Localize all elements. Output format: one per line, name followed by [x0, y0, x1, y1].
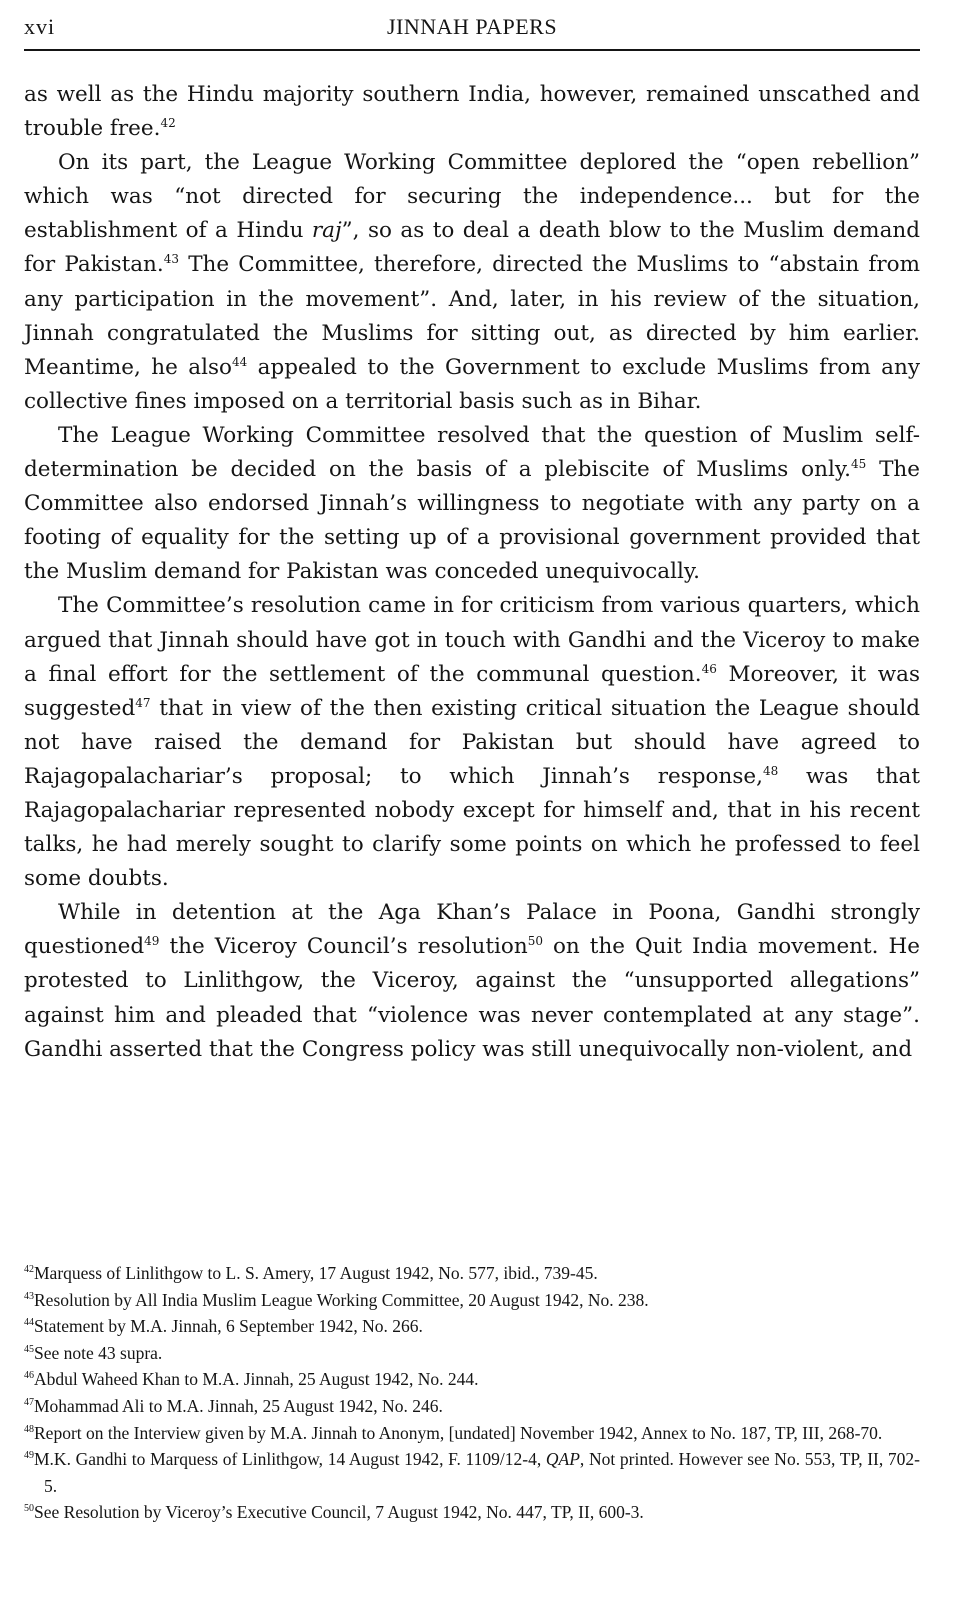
- paragraph-3: [24, 419, 920, 589]
- footnote-text: Abdul Waheed Khan to M.A. Jinnah, 25 August 1942, No. 244.: [34, 1369, 479, 1390]
- page-header: [24, 14, 920, 44]
- footnote-number: 45: [24, 1343, 34, 1355]
- footnote-number: 43: [24, 1290, 34, 1302]
- footnote-text: Mohammad Ali to M.A. Jinnah, 25 August 1942, No. 246.: [34, 1395, 443, 1416]
- footnote-text: , Not printed. However see No. 553, TP, II, 702-5.: [44, 1449, 921, 1496]
- running-title: JINNAH PAPERS: [386, 14, 558, 39]
- footnote-46: [24, 1366, 920, 1393]
- footnotes: [24, 1260, 920, 1526]
- footnote-43: [24, 1287, 920, 1314]
- paragraph-5: [24, 896, 920, 1066]
- footnote-42: [24, 1260, 920, 1287]
- text-run: as well as the Hindu majority southern India, however, remained unscathed and trouble free.: [24, 82, 920, 142]
- footnote-44: [24, 1313, 920, 1340]
- italic-term: raj: [311, 218, 342, 244]
- footnote-ref-49: 49: [144, 934, 160, 949]
- text-run: The Committee’s resolution came in for criticism from various quarters, which argued that Jinnah should have got in touch with Gandhi and the Viceroy to make a final effort for the settlement of the communal question.: [24, 593, 920, 687]
- text-run: The Committee also endorsed Jinnah’s willingness to negotiate with any party on a footing of equality for the setting up of a provisional government provided that the Muslim demand for Pakistan was conceded unequivocally.: [24, 457, 920, 585]
- text-run: was that Rajagopalachariar represented nobody except for himself and, that in his recent talks, he had merely sought to clarify some points on which he professed to feel some doubts.: [24, 763, 921, 892]
- footnote-number: 44: [24, 1317, 34, 1329]
- footnote-50: [24, 1499, 920, 1526]
- text-run: The League Working Committee resolved that the question of Muslim self-determination be decided on the basis of a plebiscite of Muslims only.: [24, 422, 920, 483]
- footnote-47: [24, 1393, 920, 1420]
- footnote-ref-46: 46: [701, 661, 717, 676]
- header-rule: [24, 49, 920, 51]
- footnote-text: M.K. Gandhi to Marquess of Linlithgow, 14 August 1942, F. 1109/12-4,: [34, 1449, 546, 1470]
- footnote-text: Report on the Interview given by M.A. Jinnah to Anonym, [undated] November 1942, Annex to No. 187, TP, III, 268-70.: [34, 1422, 883, 1443]
- footnote-number: 42: [24, 1264, 34, 1276]
- footnote-number: 49: [24, 1450, 34, 1462]
- text-run: appealed to the Government to exclude Muslims from any collective fines imposed on a territorial basis such as in Bihar.: [24, 354, 920, 414]
- footnote-ref-45: 45: [850, 456, 867, 471]
- text-run: The Committee, therefore, directed the Muslims to “abstain from any participation in the movement”. And, later, in his review of the situation, Jinnah congratulated the Muslims for sitting out, as directed by him earlier. Meantime, he also: [24, 252, 920, 380]
- footnote-ref-47: 47: [135, 695, 151, 710]
- text-run: the Viceroy Council’s resolution: [159, 934, 528, 960]
- footnote-number: 50: [24, 1503, 34, 1515]
- footnote-ref-44: 44: [231, 354, 248, 369]
- footnote-number: 48: [24, 1423, 34, 1435]
- paragraph-4: [24, 589, 920, 896]
- footnote-number: 47: [24, 1397, 34, 1409]
- text-run: On its part, the League Working Committee deplored the “open rebellion” which was “not directed for securing the independence... but for the establishment of a Hindu: [24, 150, 920, 244]
- footnote-ref-50: 50: [527, 934, 543, 949]
- footnote-text: See note 43 supra.: [34, 1342, 163, 1363]
- text-run: that in view of the then existing critical situation the League should not have raised the demand for Pakistan but should have agreed to Rajagopalachariar’s proposal; to which Jinnah’s response,: [24, 695, 920, 789]
- text-run: Moreover, it was suggested: [24, 661, 921, 721]
- footnote-49: [24, 1446, 920, 1499]
- footnote-48: [24, 1420, 920, 1447]
- footnote-italic: QAP: [545, 1449, 580, 1470]
- footnote-text: Resolution by All India Muslim League Working Committee, 20 August 1942, No. 238.: [34, 1289, 649, 1310]
- text-run: ”, so as to deal a death blow to the Muslim demand for Pakistan.: [24, 218, 920, 278]
- text-run: on the Quit India movement. He protested to Linlithgow, the Viceroy, against the “unsupported allegations” against him and pleaded that “violence was never contemplated at any stage”. Gandhi asserted that the Congress policy was still unequivocally non-violent, and: [24, 934, 921, 1062]
- body-text: [24, 78, 920, 1067]
- footnote-ref-43: 43: [163, 252, 180, 267]
- page-number: xvi: [24, 14, 56, 39]
- paragraph-1: [24, 78, 920, 146]
- footnote-text: Marquess of Linlithgow to L. S. Amery, 17 August 1942, No. 577, ibid., 739-45.: [34, 1263, 598, 1283]
- footnote-45: [24, 1340, 920, 1367]
- footnote-number: 46: [24, 1370, 34, 1382]
- footnote-ref-48: 48: [762, 763, 779, 778]
- footnote-ref-42: 42: [160, 115, 176, 130]
- text-run: While in detention at the Aga Khan’s Palace in Poona, Gandhi strongly questioned: [24, 900, 920, 960]
- footnote-text: See Resolution by Viceroy’s Executive Council, 7 August 1942, No. 447, TP, II, 600-3.: [34, 1502, 644, 1523]
- footnote-text: Statement by M.A. Jinnah, 6 September 1942, No. 266.: [34, 1316, 423, 1337]
- paragraph-2: [24, 146, 920, 419]
